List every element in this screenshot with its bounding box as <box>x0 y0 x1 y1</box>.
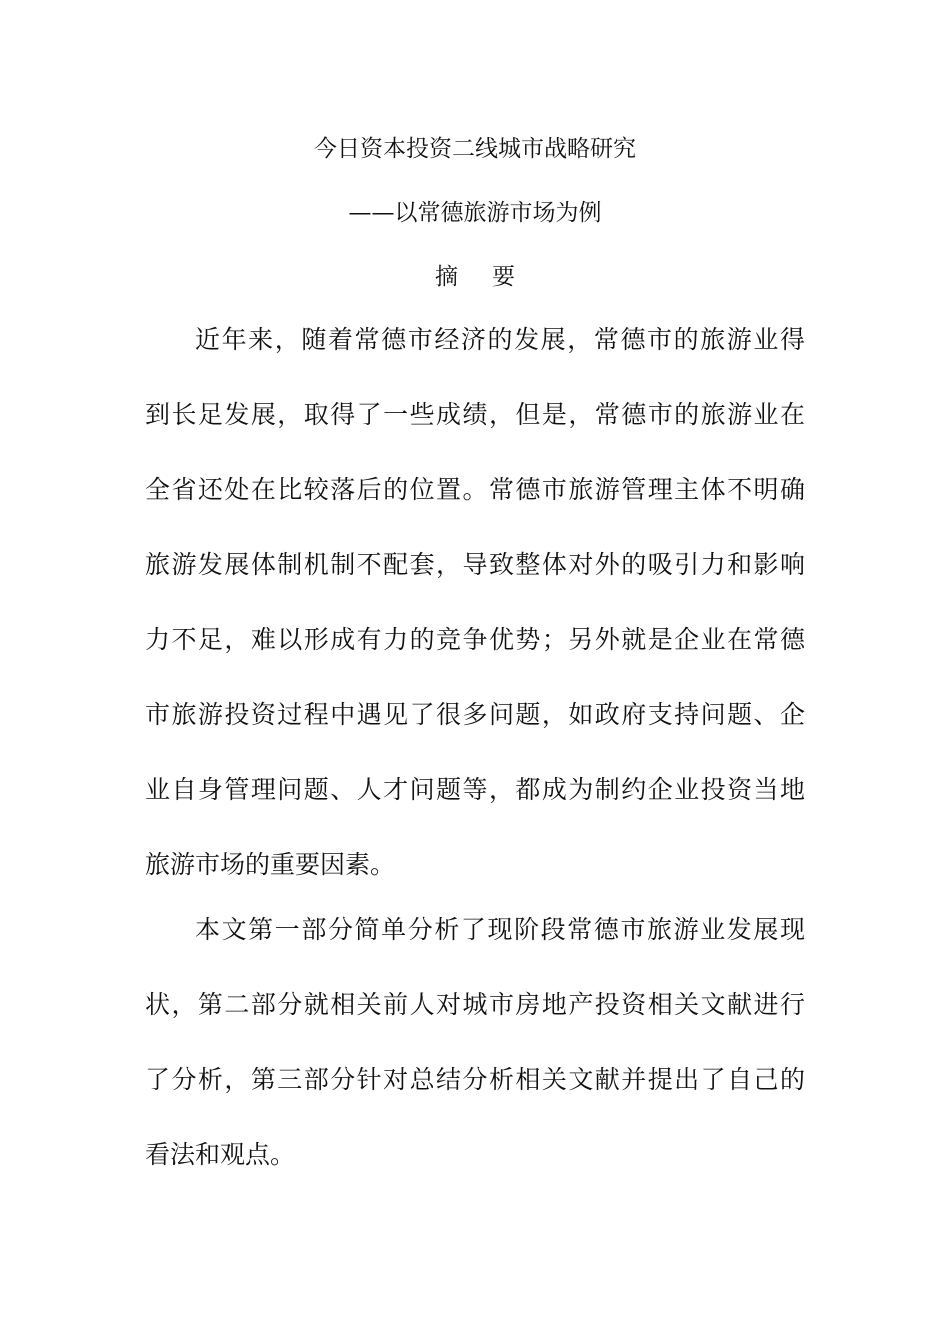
paragraph-line: 旅游发展体制机制不配套，导致整体对外的吸引力和影响 <box>145 550 805 579</box>
paragraph-line: 看法和观点。 <box>145 1140 296 1169</box>
paragraph-line: 本文第一部分简单分析了现阶段常德市旅游业发展现 <box>195 915 805 944</box>
paragraph-line: 状，第二部分就相关前人对城市房地产投资相关文献进行 <box>145 990 805 1019</box>
paragraph-line: 市旅游投资过程中遇见了很多问题，如政府支持问题、企 <box>145 700 805 729</box>
paragraph-line: 了分析，第三部分针对总结分析相关文献并提出了自己的 <box>145 1065 805 1094</box>
paragraph-line: 旅游市场的重要因素。 <box>145 850 396 879</box>
paragraph-line: 全省还处在比较落后的位置。常德市旅游管理主体不明确 <box>145 475 805 504</box>
document-title: 今日资本投资二线城市战略研究 <box>314 136 636 162</box>
document-subtitle: ——以常德旅游市场为例 <box>348 200 602 226</box>
paragraph-line: 近年来，随着常德市经济的发展，常德市的旅游业得 <box>195 325 805 354</box>
paragraph-line: 业自身管理问题、人才问题等，都成为制约企业投资当地 <box>145 775 805 804</box>
paragraph-line: 力不足，难以形成有力的竞争优势；另外就是企业在常德 <box>145 625 805 654</box>
abstract-heading: 摘要 <box>435 264 549 290</box>
paragraph-line: 到长足发展，取得了一些成绩，但是，常德市的旅游业在 <box>145 400 805 429</box>
